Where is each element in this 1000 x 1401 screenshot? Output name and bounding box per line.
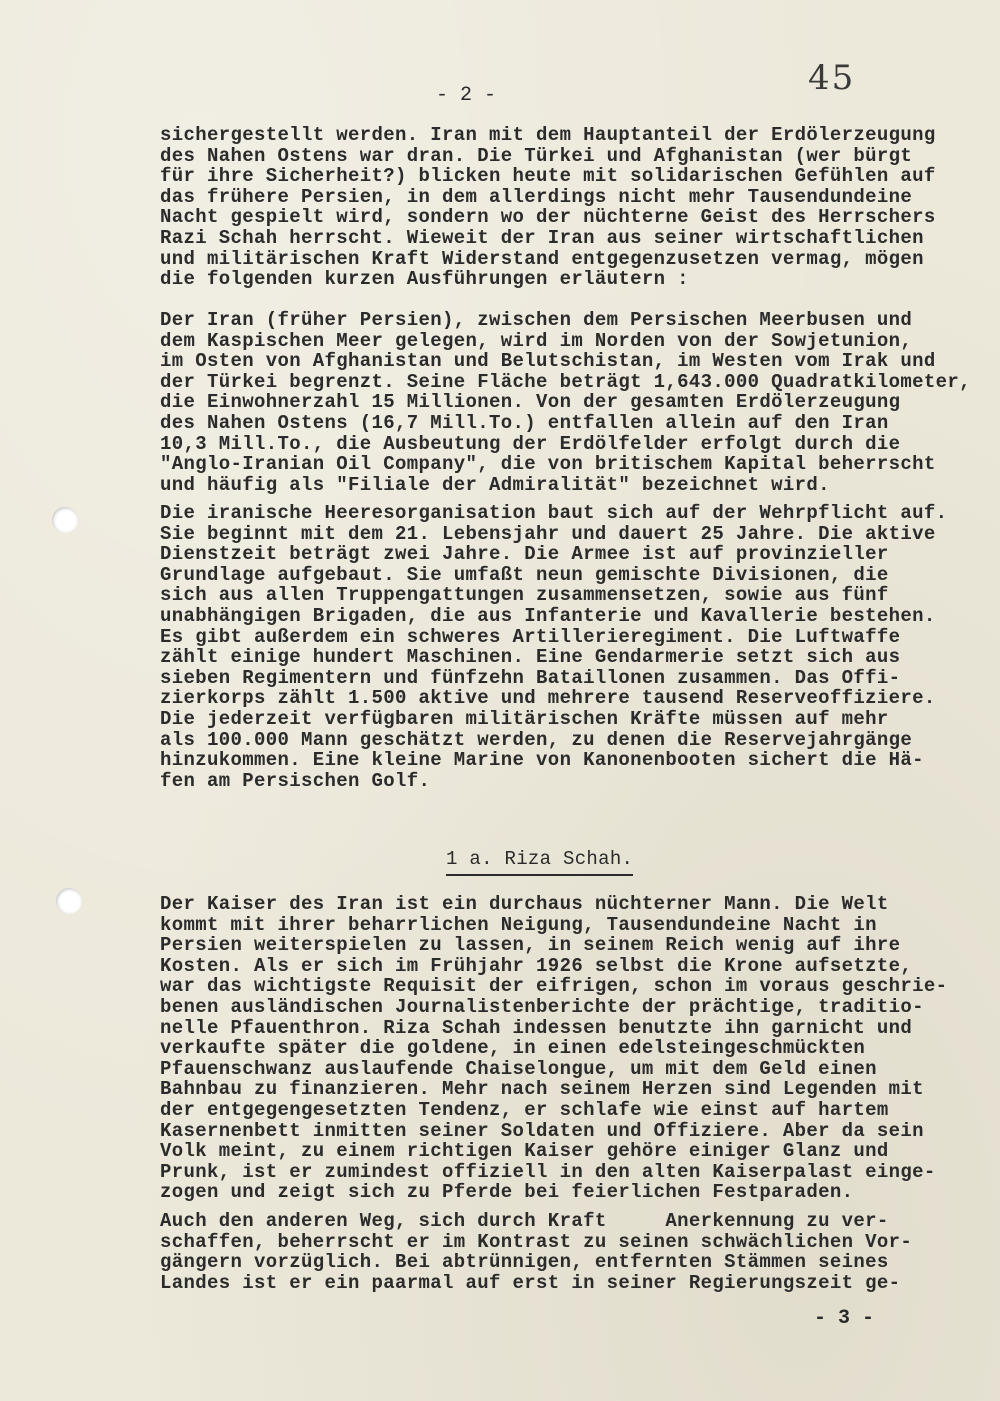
paragraph-geography: Der Iran (früher Persien), zwischen dem Persischen Meerbusen und dem Kaspischen Meer gelegen, wird im Norden von der Sowjetunion, im Osten von Afghanistan und Belutschistan, im Westen vom Irak und der Türkei begrenzt. Seine Fläche beträgt 1,643.000 Quadratkilometer, die Einwohnerzahl 15 Millionen. Von der gesamten Erdölerzeugung des Nahen Ostens (16,7 Mill.To.) entfallen allein auf den Iran 10,3 Mill.To., die Ausbeutung der Erdölfelder erfolgt durch die "Anglo-Iranian Oil Company", die von britischem Kapital beherrscht und häufig als "Filiale der Admiralität" bezeichnet wird. [160,309,971,496]
paragraph-intro: sichergestellt werden. Iran mit dem Hauptanteil der Erdölerzeugung des Nahen Ostens war dran. Die Türkei und Afghanistan (wer bürgt für ihre Sicherheit?) blicken heute mit solidarischen Gefühlen auf das frühere Persien, in dem allerdings nicht mehr Tausendundeine Nacht gespielt wird, sondern wo der nüchterne Geist des Herrschers Razi Schah herrscht. Wieweit der Iran aus seiner wirtschaftlichen und militärischen Kraft Widerstand entgegenzusetzen vermag, mögen die folgenden kurzen Ausführungen erläutern : [160,124,936,291]
paragraph-power: Auch den anderen Weg, sich durch Kraft Anerkennung zu ver- schaffen, beherrscht er im Kontrast zu seinen schwächlichen Vor- gängern vorzüglich. Bei abtrünnigen, entfernten Stämmen seines Landes ist er ein paarmal auf erst in seiner Regierungszeit ge- [160,1210,913,1294]
section-heading: 1 a. Riza Schah. [446,848,633,876]
paragraph-kaiser: Der Kaiser des Iran ist ein durchaus nüchterner Mann. Die Welt kommt mit ihrer beharrlichen Neigung, Tausendundeine Nacht in Persien weiterspielen zu lassen, in seinem Reich wenig auf ihre Kosten. Als er sich im Frühjahr 1926 selbst die Krone aufsetzte, war das wichtigste Requisit der eifrigen, schon im voraus geschrie- benen ausländischen Journalistenberichte der prächtige, traditio- nelle Pfauenthron. Riza Schah indessen benutzte ihn garnicht und verkaufte später die goldene, in einen edelsteingeschmückten Pfauenschwanz auslaufende Chaiselongue, um mit dem Geld einen Bahnbau zu finanzieren. Mehr nach seinem Herzen sind Legenden mit der entgegengesetzten Tendenz, er schlafe wie einst auf hartem Kasernenbett inmitten seiner Soldaten und Offiziere. Aber da sein Volk meint, zu einem richtigen Kaiser gehöre einiger Glanz und Prunk, ist er zumindest offiziell in den alten Kaiserpalast einge- zogen und zeigt sich zu Pferde bei feierlichen Festparaden. [160,893,948,1204]
folio-number: 45 [808,58,856,98]
paragraph-military: Die iranische Heeresorganisation baut sich auf der Wehrpflicht auf. Sie beginnt mit dem 21. Lebensjahr und dauert 25 Jahre. Die aktive Dienstzeit beträgt zwei Jahre. Die Armee ist auf provinzieller Grundlage aufgebaut. Sie umfaßt neun gemischte Divisionen, die sich aus allen Truppengattungen zusammensetzen, sowie aus fünf unabhängigen Brigaden, die aus Infanterie und Kavallerie bestehen. Es gibt außerdem ein schweres Artillerieregiment. Die Luftwaffe zählt einige hundert Maschinen. Eine Gendarmerie setzt sich aus sieben Regimentern und fünfzehn Bataillonen zusammen. Das Offi- zierkorps zählt 1.500 aktive und mehrere tausend Reserveoffiziere. Die jederzeit verfügbaren militärischen Kräfte müssen auf mehr als 100.000 Mann geschätzt werden, zu denen die Reservejahrgänge hinzukommen. Eine kleine Marine von Kanonenbooten sichert die Hä- fen am Persischen Golf. [160,502,948,792]
page-number-top: - 2 - [436,84,497,107]
punch-hole-lower [56,888,82,914]
punch-hole-upper [52,507,78,533]
page-number-bottom: - 3 - [814,1307,875,1330]
